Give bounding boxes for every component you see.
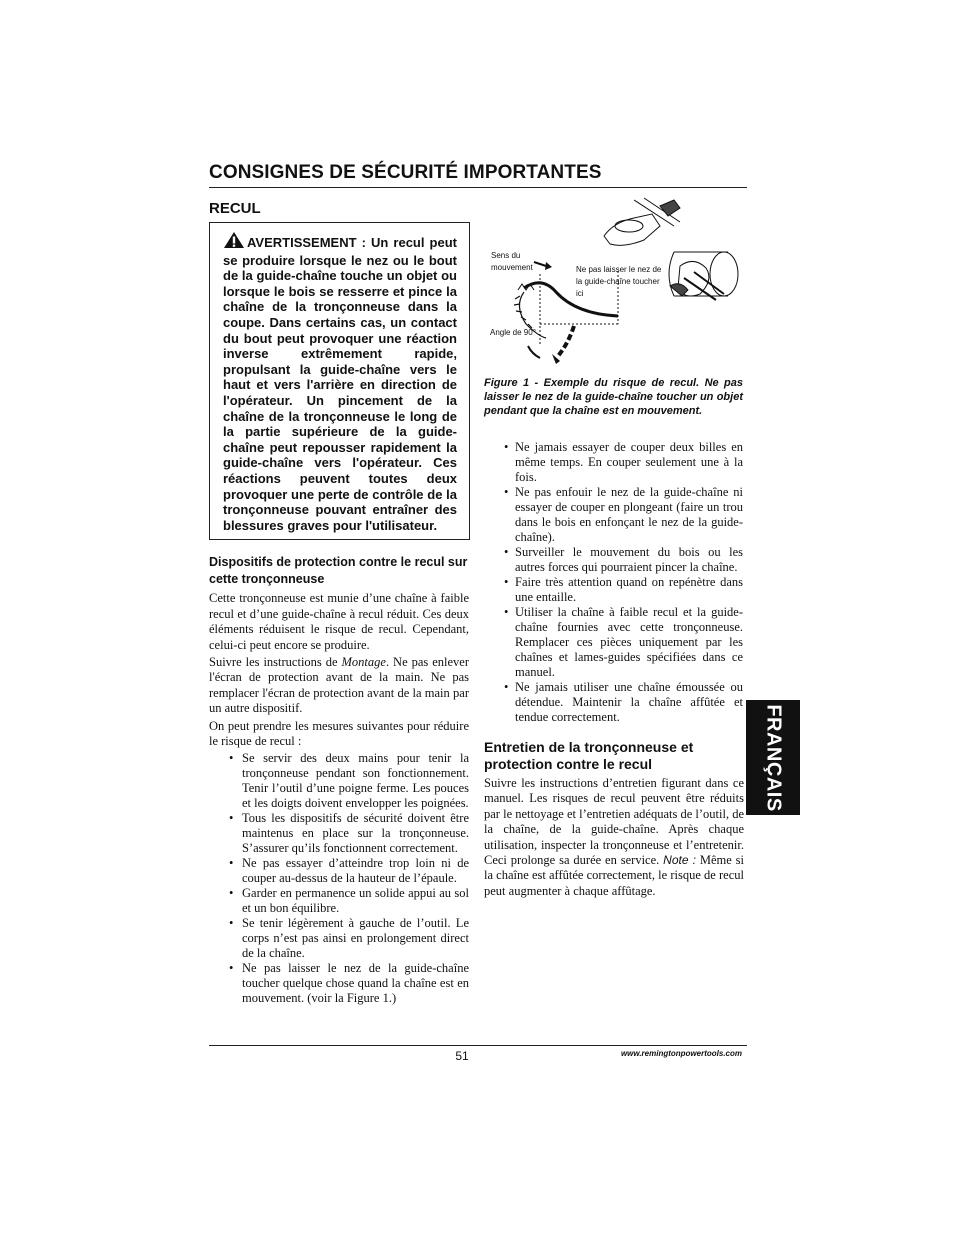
list-item: • Utiliser la chaîne à faible recul et la guide-chaîne fournies avec cette tronçonneuse. Remplacer ces pièces uniquement par les chaînes et lames-guides spécifiées dans ce manuel. [484, 605, 743, 680]
label-ne-pas-laisser: Ne pas laisser le nez de la guide-chaîne toucher ici [576, 265, 662, 298]
figure-caption: Figure 1 - Exemple du risque de recul. Ne pas laisser le nez de la guide-chaîne toucher un objet pendant que la chaîne est en mouvement. [484, 377, 743, 417]
label-sens-du-mouvement: Sens du mouvement [491, 251, 533, 272]
montage-reference: Montage [341, 654, 386, 669]
page-number: 51 [455, 1049, 469, 1063]
dispositifs-heading: Dispositifs de protection contre le recul sur cette tronçonneuse [209, 555, 468, 587]
kickback-measures-list [209, 751, 469, 1006]
figure-1-kickback-illustration [484, 196, 746, 374]
left-column [209, 200, 469, 1006]
list-item: • Ne pas laisser le nez de la guide-chaîne toucher quelque chose quand la chaîne est en mouvement. (voir la Figure 1.) [209, 961, 469, 1006]
list-item: • Garder en permanence un solide appui au sol et un bon équilibre. [209, 886, 469, 916]
page-title: CONSIGNES DE SÉCURITÉ IMPORTANTES [209, 162, 602, 183]
cutting-precautions-list [484, 440, 743, 725]
list-item: • Se servir des deux mains pour tenir la tronçonneuse pendant son fonctionnement. Tenir l’outil d’une poigne ferme. Les pouces et les doigts doivent envelopper les poignées. [209, 751, 469, 811]
language-side-tab [746, 700, 800, 815]
website-url: www.remingtonpowertools.com [620, 1049, 742, 1058]
entretien-heading: Entretien de la tronçonneuse et protection contre le recul [484, 739, 694, 772]
entretien-paragraph: Suivre les instructions d’entretien figurant dans ce manuel. Les risques de recul peuvent être réduits par le nettoyage et l’entretien adéquats de l’outil, de la chaîne, de la guide-chaîne. Après chaque utilisation, inspecter la tronçonneuse et l’entretenir. Ceci prolonge sa durée en service. Note : Même si la chaîne est affûtée correctement, le risque de recul peut augmenter à chaque affûtage. [484, 776, 744, 898]
list-item: • Ne jamais essayer de couper deux billes en même temps. En couper seulement une à la fois. [484, 440, 743, 485]
title-rule [209, 187, 747, 188]
list-item: • Ne pas essayer d’atteindre trop loin ni de couper au-dessus de la hauteur de l’épaule. [209, 856, 469, 886]
list-item: • Ne jamais utiliser une chaîne émoussée ou détendue. Maintenir la chaîne affûtée et tendue correctement. [484, 680, 743, 725]
dispositifs-paragraph-3: On peut prendre les mesures suivantes pour réduire le risque de recul : [209, 718, 469, 748]
warning-box [209, 222, 470, 540]
list-item: • Tous les dispositifs de sécurité doivent être maintenus en place sur la tronçonneuse. S’assurer qu’ils fonctionnent correctement. [209, 811, 469, 856]
warning-triangle-icon [223, 231, 245, 253]
list-item: • Se tenir légèrement à gauche de l’outil. Le corps n’est pas ainsi en prolongement direct de la chaîne. [209, 916, 469, 961]
recul-heading: RECUL [209, 200, 261, 217]
list-item: • Surveiller le mouvement du bois ou les autres forces qui pourraient pincer la chaîne. [484, 545, 743, 575]
footer-rule [209, 1045, 747, 1046]
list-item: • Ne pas enfouir le nez de la guide-chaîne ni essayer de couper en plongeant (faire un trou dans le bois en enfonçant le nez de la guide-chaîne). [484, 485, 743, 545]
side-tab-label: FRANÇAIS [762, 703, 785, 812]
warning-text: AVERTISSEMENT : Un recul peut se produire lorsque le nez ou le bout de la guide-chaîne touche un objet ou lorsque le bois se resserre et pince la chaîne de la tronçonneuse dans la coupe. Dans certains cas, un contact du bout peut provoquer une réaction inverse extrêmement rapide, propulsant la guide-chaîne vers le haut et vers l'arrière en direction de l'opérateur. Un pincement de la chaîne de la tronçonneuse le long de la partie supérieure de la guide-chaîne peut repousser rapidement la guide-chaîne vers l'opérateur. Ces réactions peuvent toutes deux provoquer une perte de contrôle de la tronçonneuse pouvant entraîner des blessures graves pour l'utilisateur. [223, 235, 457, 533]
label-angle-90: Angle de 90° [490, 328, 536, 337]
list-item: • Faire très attention quand on repénètre dans une entaille. [484, 575, 743, 605]
dispositifs-paragraph-1: Cette tronçonneuse est munie d’une chaîne à faible recul et d’une guide-chaîne à recul réduit. Ces deux éléments réduisent le risque de recul. Cependant, celui-ci peut encore se produire. [209, 591, 469, 652]
note-label: Note : [663, 853, 696, 868]
dispositifs-paragraph-2: Suivre les instructions de Montage. Ne pas enlever l'écran de protection avant de la main. Ne pas remplacer l'écran de protection avant de la main par un autre dispositif. [209, 654, 469, 716]
